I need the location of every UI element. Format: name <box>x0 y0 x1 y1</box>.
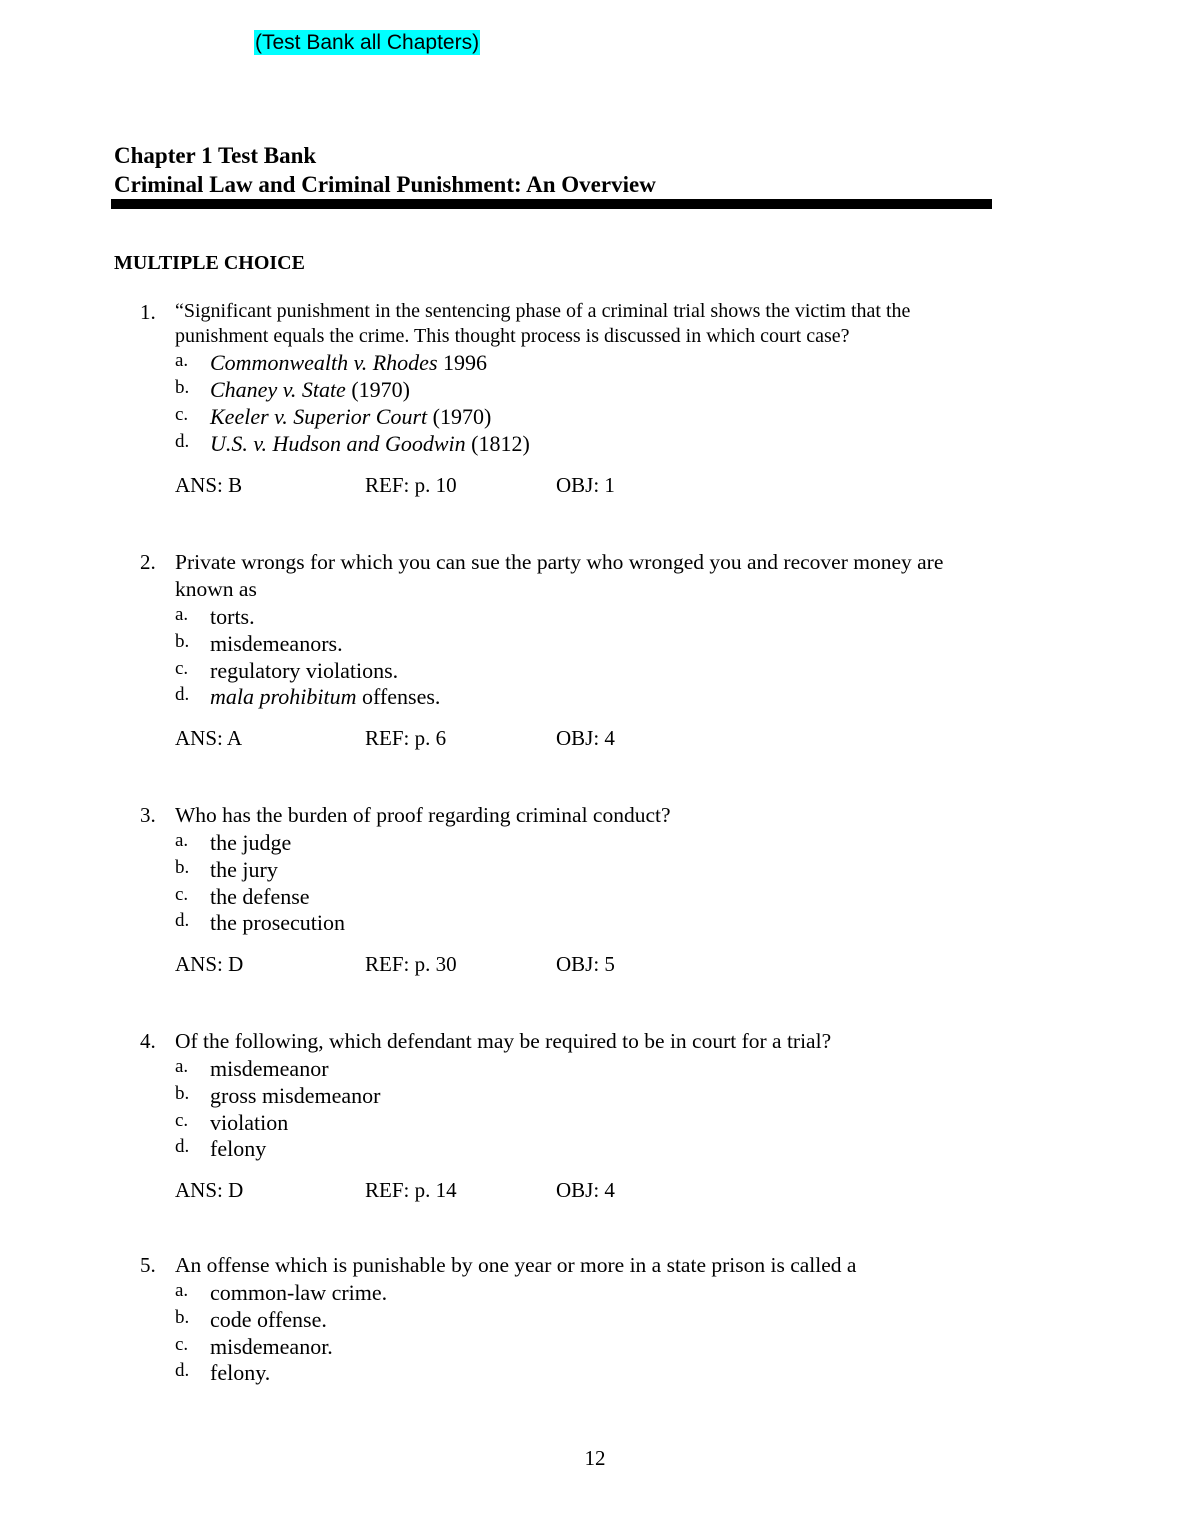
title-rule <box>111 199 992 209</box>
page-number: 12 <box>584 1446 606 1470</box>
option-text: felony <box>210 1136 267 1161</box>
option-letter: c. <box>175 658 189 679</box>
option-letter: a. <box>175 604 189 625</box>
option-letter: b. <box>175 377 190 398</box>
option-letter: d. <box>175 1136 190 1157</box>
option-text: torts. <box>210 604 255 629</box>
answer-key: ANS: B <box>175 473 243 497</box>
question-number: 2. <box>140 550 156 574</box>
answer-key: ANS: D <box>175 1178 244 1202</box>
option-letter: d. <box>175 910 190 931</box>
option-letter: d. <box>175 431 190 452</box>
option-text: 1996 <box>437 350 488 375</box>
option-text: the prosecution <box>210 910 346 935</box>
option-italic-text: Commonwealth v. Rhodes <box>210 350 438 375</box>
option-text: the defense <box>210 884 310 909</box>
option-letter: a. <box>175 830 189 851</box>
option-text: offenses. <box>356 684 441 709</box>
page-reference: REF: p. 10 <box>365 473 457 497</box>
option-letter: b. <box>175 1307 190 1328</box>
option-text: the jury <box>210 857 278 882</box>
option-text: gross misdemeanor <box>210 1083 381 1108</box>
question-number: 1. <box>140 300 156 324</box>
question-number: 5. <box>140 1253 156 1277</box>
question-stem: Of the following, which defendant may be required to be in court for a trial? <box>175 1029 832 1053</box>
objective: OBJ: 1 <box>556 473 615 497</box>
option-text: common-law crime. <box>210 1280 388 1305</box>
option-text: misdemeanors. <box>210 631 343 656</box>
objective: OBJ: 4 <box>556 1178 615 1202</box>
chapter-subtitle: Criminal Law and Criminal Punishment: An Overview <box>114 172 656 197</box>
option-text: misdemeanor. <box>210 1334 333 1359</box>
objective: OBJ: 5 <box>556 952 615 976</box>
page-reference: REF: p. 30 <box>365 952 457 976</box>
option-text: the judge <box>210 830 292 855</box>
question-stem: “Significant punishment in the sentencing phase of a criminal trial shows the victim that the punishment equals the crime. This thought process is discussed in which court case? <box>175 300 911 347</box>
page-reference: REF: p. 6 <box>365 726 447 750</box>
option-italic-text: mala prohibitum <box>210 684 357 709</box>
question-number: 4. <box>140 1029 156 1053</box>
option-text: regulatory violations. <box>210 658 399 683</box>
option-letter: a. <box>175 350 189 371</box>
option-italic-text: Keeler v. Superior Court <box>210 404 428 429</box>
question-stem: An offense which is punishable by one year or more in a state prison is called a <box>175 1253 857 1277</box>
option-letter: b. <box>175 631 190 652</box>
option-text: (1970) <box>427 404 492 429</box>
option-italic-text: Chaney v. State <box>210 377 346 402</box>
test-bank-banner: (Test Bank all Chapters) <box>255 31 480 54</box>
option-letter: b. <box>175 857 190 878</box>
question-number: 3. <box>140 803 156 827</box>
option-letter: c. <box>175 404 189 425</box>
objective: OBJ: 4 <box>556 726 615 750</box>
answer-key: ANS: A <box>175 726 243 750</box>
section-heading: MULTIPLE CHOICE <box>114 252 305 274</box>
option-text: violation <box>210 1110 289 1135</box>
option-italic-text: U.S. v. Hudson and Goodwin <box>210 431 466 456</box>
option-letter: d. <box>175 1360 190 1381</box>
option-text: (1970) <box>345 377 410 402</box>
option-text: code offense. <box>210 1307 327 1332</box>
chapter-title: Chapter 1 Test Bank <box>114 143 317 168</box>
option-letter: b. <box>175 1083 190 1104</box>
answer-key: ANS: D <box>175 952 244 976</box>
question-stem: Private wrongs for which you can sue the party who wronged you and recover money are known as <box>175 550 944 601</box>
option-text: felony. <box>210 1360 271 1385</box>
option-letter: d. <box>175 684 190 705</box>
option-letter: a. <box>175 1280 189 1301</box>
option-letter: c. <box>175 1110 189 1131</box>
question-stem: Who has the burden of proof regarding criminal conduct? <box>175 803 671 827</box>
option-letter: c. <box>175 884 189 905</box>
page-reference: REF: p. 14 <box>365 1178 457 1202</box>
option-text: misdemeanor <box>210 1056 329 1081</box>
option-letter: c. <box>175 1334 189 1355</box>
option-letter: a. <box>175 1056 189 1077</box>
option-text: (1812) <box>465 431 530 456</box>
